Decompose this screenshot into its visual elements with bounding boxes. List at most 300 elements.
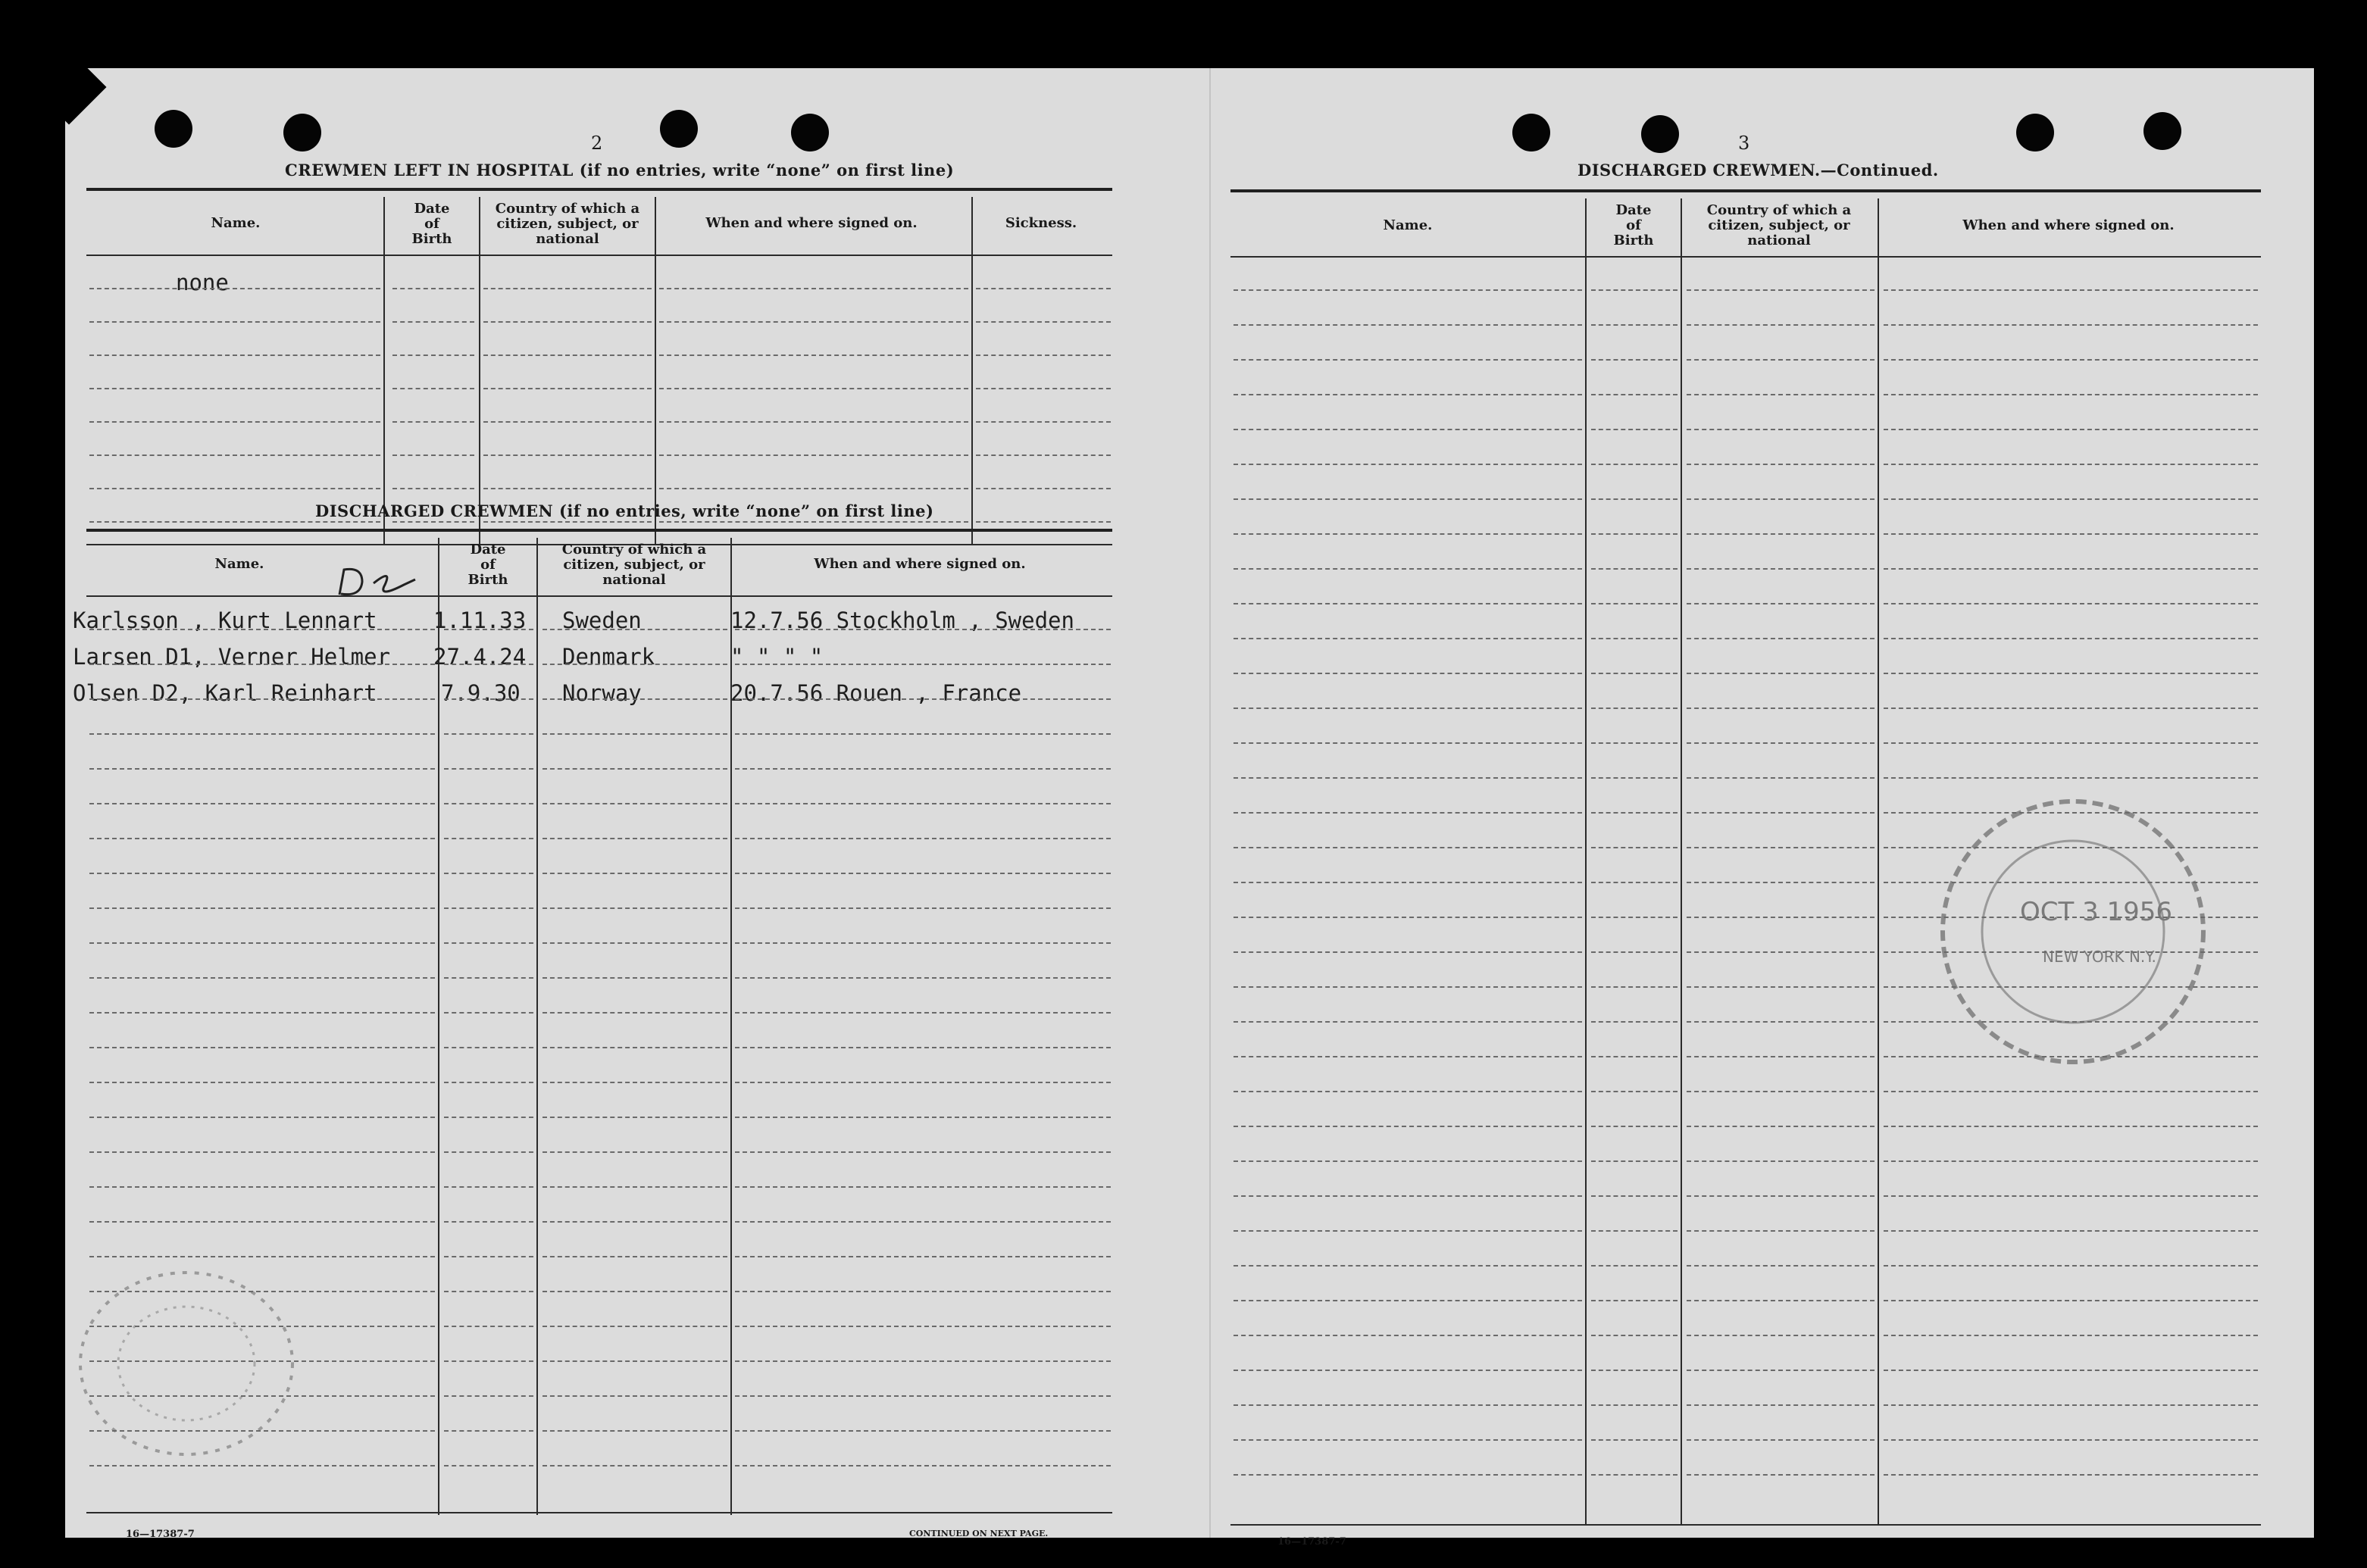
row-line	[1234, 498, 1582, 500]
row-line	[543, 768, 727, 770]
row-line	[1234, 882, 1582, 883]
row-line	[1884, 533, 2258, 535]
row-line	[89, 421, 380, 423]
row-line	[1687, 394, 1875, 395]
row-line	[444, 803, 533, 804]
row-line	[444, 1012, 533, 1014]
row-line	[1591, 777, 1678, 779]
row-line	[1591, 289, 1678, 291]
row-line	[735, 1395, 1111, 1397]
row-line	[976, 388, 1111, 389]
column-divider	[438, 538, 439, 1515]
row-line	[89, 768, 435, 770]
col-date-of-birth: Date of Birth	[467, 542, 508, 588]
row-line	[444, 1465, 533, 1466]
row-line	[1687, 951, 1875, 953]
row-line	[1884, 847, 2258, 848]
row-line	[1884, 1335, 2258, 1336]
row-line	[1884, 464, 2258, 465]
column-divider	[1585, 198, 1587, 1526]
folded-corner	[32, 50, 107, 125]
row-line	[1234, 742, 1582, 744]
row-line	[1591, 951, 1678, 953]
row-line	[1234, 1335, 1582, 1336]
row-line	[1687, 707, 1875, 709]
row-line	[735, 1082, 1111, 1083]
row-line	[89, 321, 380, 323]
row-line	[1884, 429, 2258, 430]
row-line	[735, 1360, 1111, 1362]
row-line	[1687, 1056, 1875, 1057]
row-line	[89, 1186, 435, 1188]
row-line	[1591, 1474, 1678, 1476]
col-date-of-birth: Date of Birth	[1613, 202, 1654, 248]
row-line	[1234, 951, 1582, 953]
row-line	[1687, 638, 1875, 639]
row-line	[1884, 603, 2258, 604]
row-line	[976, 321, 1111, 323]
row-line	[444, 1221, 533, 1223]
row-line	[543, 629, 727, 630]
row-line	[543, 977, 727, 979]
col-date-of-birth: Date of Birth	[411, 201, 452, 247]
row-line	[1687, 847, 1875, 848]
row-line	[89, 629, 435, 630]
continued-note: CONTINUED ON NEXT PAGE.	[909, 1529, 1049, 1538]
row-line	[735, 803, 1111, 804]
rule	[86, 255, 1112, 256]
row-line	[543, 1012, 727, 1014]
row-line	[735, 873, 1111, 874]
row-line	[1884, 1021, 2258, 1023]
discharged-row-signed-on: 20.7.56 Rouen , France	[730, 680, 1022, 706]
row-line	[1884, 1370, 2258, 1371]
date-stamp	[1929, 788, 2217, 1076]
row-line	[1234, 533, 1582, 535]
row-line	[976, 521, 1111, 523]
row-line	[483, 521, 652, 523]
row-line	[444, 1186, 533, 1188]
row-line	[89, 1395, 435, 1397]
row-line	[444, 838, 533, 839]
row-line	[444, 768, 533, 770]
row-line	[89, 288, 380, 289]
row-line	[543, 1186, 727, 1188]
punch-hole	[1641, 115, 1679, 153]
row-line	[1687, 777, 1875, 779]
row-line	[89, 977, 435, 979]
row-line	[1591, 1126, 1678, 1127]
punch-hole	[660, 110, 698, 148]
row-line	[735, 1151, 1111, 1153]
row-line	[1884, 951, 2258, 953]
row-line	[1234, 324, 1582, 326]
row-line	[1234, 1404, 1582, 1406]
row-line	[543, 1151, 727, 1153]
row-line	[1884, 1091, 2258, 1092]
handwritten-mark	[332, 561, 423, 606]
row-line	[1234, 568, 1582, 570]
row-line	[1884, 1265, 2258, 1267]
discharged-row-dob: 1.11.33	[433, 608, 527, 633]
column-divider	[479, 197, 480, 544]
row-line	[1884, 1474, 2258, 1476]
row-line	[1884, 673, 2258, 674]
row-line	[1234, 1300, 1582, 1301]
rule	[86, 529, 1112, 532]
row-line	[89, 733, 435, 735]
row-line	[392, 454, 474, 456]
row-line	[1884, 638, 2258, 639]
col-signed-on: When and where signed on.	[705, 215, 918, 231]
row-line	[543, 664, 727, 665]
row-line	[1591, 1021, 1678, 1023]
row-line	[1234, 1091, 1582, 1092]
row-line	[1884, 289, 2258, 291]
row-line	[1234, 289, 1582, 291]
row-line	[89, 355, 380, 356]
row-line	[543, 698, 727, 700]
row-line	[543, 838, 727, 839]
row-line	[543, 1326, 727, 1327]
row-line	[1234, 1474, 1582, 1476]
row-line	[392, 355, 474, 356]
row-line	[1591, 742, 1678, 744]
row-line	[1884, 917, 2258, 918]
col-country: Country of which a citizen, subject, or national	[561, 542, 707, 588]
page-number: 3	[1738, 133, 1750, 154]
row-line	[483, 388, 652, 389]
row-line	[444, 1151, 533, 1153]
row-line	[89, 698, 435, 700]
punch-hole	[2143, 112, 2181, 150]
row-line	[444, 629, 533, 630]
row-line	[1884, 1230, 2258, 1232]
discharged-row-dob: 7.9.30	[441, 680, 521, 706]
row-line	[444, 1256, 533, 1257]
row-line	[1687, 1404, 1875, 1406]
row-line	[1687, 1091, 1875, 1092]
row-line	[543, 1256, 727, 1257]
row-line	[1687, 1265, 1875, 1267]
row-line	[735, 1012, 1111, 1014]
row-line	[1234, 1265, 1582, 1267]
column-divider	[383, 197, 385, 544]
column-divider	[971, 197, 973, 544]
row-line	[1884, 359, 2258, 361]
row-line	[1591, 1300, 1678, 1301]
discharged-row-name: Karlsson , Kurt Lennart	[73, 608, 377, 633]
row-line	[1591, 1195, 1678, 1197]
row-line	[1687, 742, 1875, 744]
row-line	[735, 907, 1111, 909]
row-line	[1884, 498, 2258, 500]
discharged-row-country: Denmark	[562, 644, 655, 670]
row-line	[659, 388, 968, 389]
row-line	[444, 873, 533, 874]
row-line	[543, 1465, 727, 1466]
row-line	[543, 1221, 727, 1223]
row-line	[659, 355, 968, 356]
row-line	[1591, 464, 1678, 465]
column-divider	[655, 197, 656, 544]
row-line	[1687, 917, 1875, 918]
row-line	[1687, 1370, 1875, 1371]
row-line	[543, 733, 727, 735]
discharged-row-dob: 27.4.24	[433, 644, 527, 670]
col-country: Country of which a citizen, subject, or national	[495, 201, 640, 247]
row-line	[1687, 324, 1875, 326]
rule	[86, 595, 1112, 597]
row-line	[1234, 707, 1582, 709]
row-line	[543, 873, 727, 874]
row-line	[1234, 603, 1582, 604]
row-line	[1234, 1056, 1582, 1057]
col-signed-on: When and where signed on.	[1962, 217, 2175, 233]
row-line	[89, 1430, 435, 1432]
row-line	[444, 1291, 533, 1292]
row-line	[1687, 1300, 1875, 1301]
row-line	[1687, 882, 1875, 883]
row-line	[1234, 1160, 1582, 1162]
row-line	[392, 321, 474, 323]
row-line	[1591, 359, 1678, 361]
hospital-first-entry: none	[176, 270, 229, 295]
row-line	[1884, 324, 2258, 326]
row-line	[89, 388, 380, 389]
row-line	[89, 1117, 435, 1118]
row-line	[976, 454, 1111, 456]
row-line	[1687, 673, 1875, 674]
discharged-row-country: Norway	[562, 680, 642, 706]
row-line	[1687, 289, 1875, 291]
row-line	[89, 664, 435, 665]
row-line	[735, 664, 1111, 665]
rule	[1230, 1524, 2261, 1526]
row-line	[392, 288, 474, 289]
row-line	[1234, 812, 1582, 814]
row-line	[1687, 429, 1875, 430]
row-line	[1591, 498, 1678, 500]
row-line	[976, 421, 1111, 423]
punch-hole	[283, 114, 321, 151]
row-line	[89, 1221, 435, 1223]
row-line	[659, 321, 968, 323]
stamp-place: NEW YORK N.Y.	[2043, 948, 2156, 966]
row-line	[976, 488, 1111, 489]
row-line	[1591, 533, 1678, 535]
row-line	[1884, 394, 2258, 395]
row-line	[543, 803, 727, 804]
row-line	[1591, 1404, 1678, 1406]
row-line	[1234, 464, 1582, 465]
faded-stamp	[73, 1257, 323, 1470]
row-line	[1884, 986, 2258, 988]
row-line	[1687, 603, 1875, 604]
row-line	[1884, 568, 2258, 570]
row-line	[735, 1047, 1111, 1048]
row-line	[1591, 568, 1678, 570]
row-line	[444, 1326, 533, 1327]
row-line	[1884, 1300, 2258, 1301]
row-line	[659, 288, 968, 289]
row-line	[1234, 394, 1582, 395]
rule	[1230, 256, 2261, 258]
row-line	[735, 838, 1111, 839]
row-line	[1591, 603, 1678, 604]
row-line	[483, 488, 652, 489]
row-line	[735, 977, 1111, 979]
row-line	[89, 1360, 435, 1362]
col-country: Country of which a citizen, subject, or national	[1706, 202, 1852, 248]
row-line	[1234, 917, 1582, 918]
row-line	[483, 321, 652, 323]
rule	[1230, 189, 2261, 192]
row-line	[1687, 812, 1875, 814]
row-line	[444, 698, 533, 700]
row-line	[1884, 812, 2258, 814]
row-line	[1591, 1265, 1678, 1267]
row-line	[1234, 638, 1582, 639]
row-line	[89, 1047, 435, 1048]
row-line	[1591, 1439, 1678, 1441]
col-name: Name.	[214, 556, 264, 572]
row-line	[89, 907, 435, 909]
row-line	[444, 1430, 533, 1432]
row-line	[444, 1395, 533, 1397]
row-line	[659, 421, 968, 423]
row-line	[392, 388, 474, 389]
row-line	[1591, 812, 1678, 814]
row-line	[1884, 1160, 2258, 1162]
row-line	[543, 1082, 727, 1083]
row-line	[444, 1360, 533, 1362]
row-line	[735, 1326, 1111, 1327]
col-name: Name.	[1383, 217, 1433, 233]
row-line	[1234, 429, 1582, 430]
row-line	[1884, 1439, 2258, 1441]
discharged-row-name: Olsen D2, Karl Reinhart	[73, 680, 377, 706]
row-line	[89, 873, 435, 874]
row-line	[1234, 1370, 1582, 1371]
row-line	[1687, 464, 1875, 465]
row-line	[1884, 1195, 2258, 1197]
row-line	[1234, 986, 1582, 988]
row-line	[543, 1395, 727, 1397]
row-line	[1884, 882, 2258, 883]
row-line	[444, 977, 533, 979]
page-fold	[1209, 68, 1211, 1538]
row-line	[1884, 777, 2258, 779]
row-line	[444, 1117, 533, 1118]
row-line	[89, 1012, 435, 1014]
row-line	[1884, 1126, 2258, 1127]
row-line	[735, 629, 1111, 630]
row-line	[1591, 638, 1678, 639]
discharged-row-signed-on: " " " "	[730, 644, 824, 670]
row-line	[89, 454, 380, 456]
row-line	[1234, 673, 1582, 674]
row-line	[89, 838, 435, 839]
row-line	[659, 454, 968, 456]
row-line	[444, 664, 533, 665]
row-line	[1687, 1195, 1875, 1197]
row-line	[483, 288, 652, 289]
row-line	[89, 1256, 435, 1257]
discharged-row-name: Larsen D1, Verner Helmer	[73, 644, 391, 670]
row-line	[89, 488, 380, 489]
row-line	[735, 768, 1111, 770]
row-line	[1687, 1439, 1875, 1441]
row-line	[1591, 1056, 1678, 1057]
row-line	[1591, 1091, 1678, 1092]
row-line	[89, 521, 380, 523]
row-line	[1687, 1474, 1875, 1476]
row-line	[735, 1465, 1111, 1466]
row-line	[1687, 1160, 1875, 1162]
row-line	[444, 1082, 533, 1083]
right-section-title: DISCHARGED CREWMEN.—Continued.	[1577, 161, 1939, 180]
row-line	[976, 288, 1111, 289]
row-line	[392, 421, 474, 423]
row-line	[659, 488, 968, 489]
col-signed-on: When and where signed on.	[814, 556, 1026, 572]
discharged-row-country: Sweden	[562, 608, 642, 633]
row-line	[1884, 707, 2258, 709]
hospital-section-title: CREWMEN LEFT IN HOSPITAL (if no entries, write “none” on first line)	[285, 161, 955, 180]
row-line	[1687, 986, 1875, 988]
row-line	[1234, 1439, 1582, 1441]
punch-hole	[2016, 114, 2054, 151]
row-line	[1591, 324, 1678, 326]
row-line	[1234, 1021, 1582, 1023]
discharged-section-title: DISCHARGED CREWMEN (if no entries, write “none” on first line)	[315, 501, 934, 520]
row-line	[1884, 742, 2258, 744]
row-line	[89, 1326, 435, 1327]
column-divider	[536, 538, 538, 1515]
row-line	[735, 1256, 1111, 1257]
row-line	[1687, 1021, 1875, 1023]
row-line	[1687, 533, 1875, 535]
row-line	[89, 803, 435, 804]
row-line	[1884, 1056, 2258, 1057]
punch-hole	[155, 110, 192, 148]
punch-hole	[791, 114, 829, 151]
row-line	[1591, 1230, 1678, 1232]
row-line	[89, 1151, 435, 1153]
rule	[86, 188, 1112, 191]
row-line	[543, 942, 727, 944]
row-line	[1234, 1230, 1582, 1232]
row-line	[1234, 777, 1582, 779]
row-line	[543, 1117, 727, 1118]
row-line	[543, 1291, 727, 1292]
row-line	[1591, 847, 1678, 848]
page-number: 2	[591, 133, 603, 154]
row-line	[1687, 1126, 1875, 1127]
row-line	[1234, 1126, 1582, 1127]
row-line	[1591, 394, 1678, 395]
col-name: Name.	[211, 215, 261, 231]
row-line	[1687, 498, 1875, 500]
row-line	[1591, 1160, 1678, 1162]
row-line	[1591, 429, 1678, 430]
column-divider	[1681, 198, 1682, 1526]
row-line	[1687, 1230, 1875, 1232]
row-line	[1591, 882, 1678, 883]
form-number: 16—17387-7	[1277, 1536, 1346, 1548]
row-line	[543, 1430, 727, 1432]
